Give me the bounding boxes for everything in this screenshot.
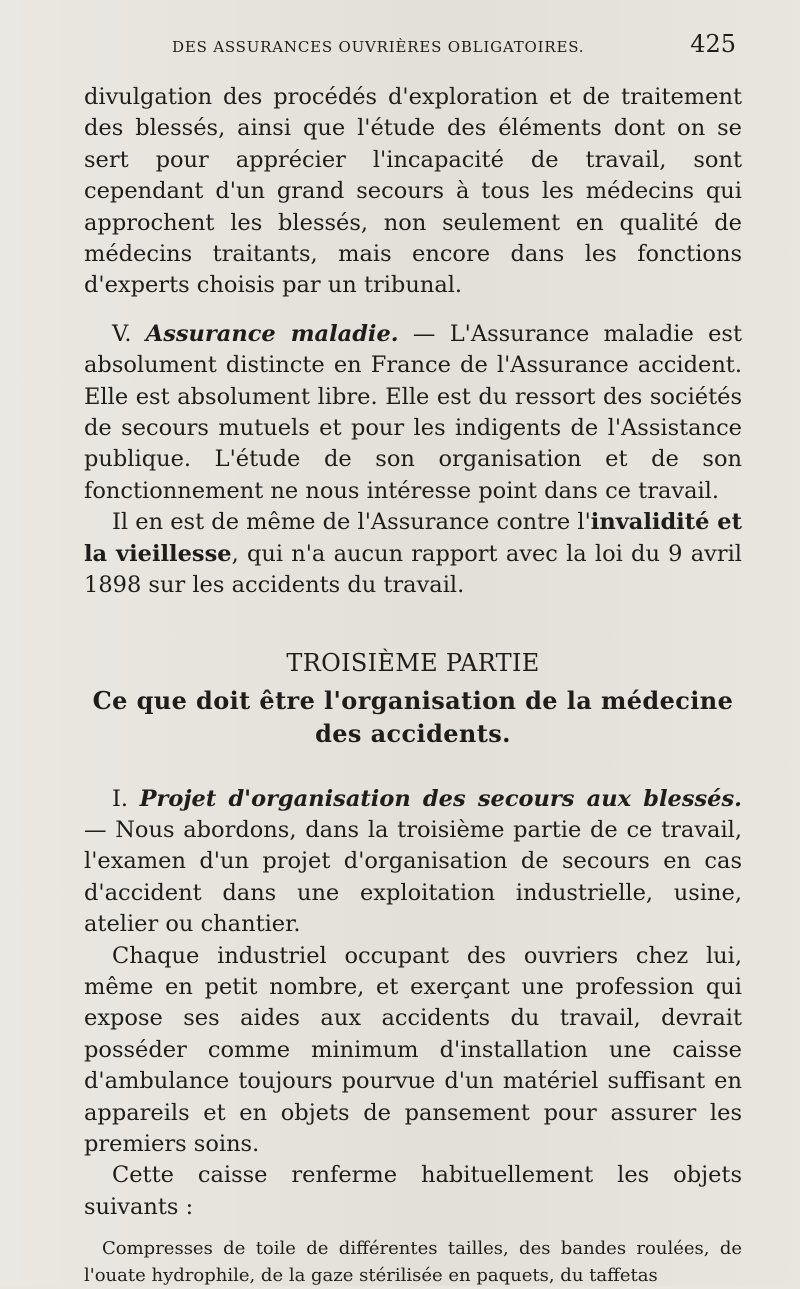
invalidity-paragraph xyxy=(84,507,742,601)
industrial-paragraph: Chaque industriel occupant des ouvriers chez lui, même en petit nombre, et exerçant une profession qui expose ses aides aux accidents du travail, devrait posséder comme minimum d'installation une caisse d'ambulance toujours pourvue d'un matériel suffisant en appareils et en objets de pansement pour assurer les premiers soins. xyxy=(84,942,742,1157)
running-title: DES ASSURANCES OUVRIÈRES OBLIGATOIRES. xyxy=(172,38,585,56)
part-heading: TROISIÈME PARTIE xyxy=(286,648,540,677)
section-v-title: Assurance maladie. xyxy=(145,320,399,347)
invalidity-bold-text: invalidité et la vieillesse xyxy=(84,509,742,567)
page-number: 425 xyxy=(690,30,736,58)
small-print-paragraph: Compresses de toile de différentes tailles, des bandes roulées, de l'ouate hydrophile, de la gaze stérilisée en paquets, du taffetas xyxy=(84,1238,742,1287)
section-v-number: V. xyxy=(112,320,132,347)
invalidity-lead: Il en est de même de l'Assurance contre l' xyxy=(112,509,591,536)
part-subtitle xyxy=(84,684,742,750)
invalidity-tail: , qui n'a aucun rapport avec la loi du 9 avril 1898 sur les accidents du travail. xyxy=(84,540,742,599)
part-subtitle-line-1: Ce que doit être l'organisation de la médecine xyxy=(92,685,734,715)
part-heading-block xyxy=(84,648,742,750)
part-subtitle-line-2: des accidents. xyxy=(315,718,511,748)
section-i-number: I. xyxy=(112,785,129,812)
section-i-body: — Nous abordons, dans la troisième partie de ce travail, l'examen d'un projet d'organisation de secours en cas d'accident dans une exploitation industrielle, usine, atelier ou chantier. xyxy=(84,816,742,938)
intro-paragraph: divulgation des procédés d'exploration et de traitement des blessés, ainsi que l'étude des éléments dont on se sert pour apprécier l'incapacité de travail, sont cependant d'un grand secours à tous les médecins qui approchent les blessés, non seulement en qualité de médecins traitants, mais encore dans les fonctions d'experts choisis par un tribunal. xyxy=(84,84,742,299)
box-contents-paragraph: Cette caisse renferme habituellement les objets suivants : xyxy=(84,1162,742,1220)
section-i-title: Projet d'organisation des secours aux blessés. xyxy=(139,785,742,812)
running-head xyxy=(84,30,742,70)
section-v-body: — L'Assurance maladie est absolument distincte en France de l'Assurance accident. Elle est absolument libre. Elle est du ressort des sociétés de secours mutuels et pour les indigents de l'Assistance publique. L'étude de son organisation et de son fonctionnement ne nous intéresse point dans ce travail. xyxy=(84,320,743,504)
section-i-paragraph xyxy=(84,784,742,941)
section-v-paragraph xyxy=(84,319,742,507)
